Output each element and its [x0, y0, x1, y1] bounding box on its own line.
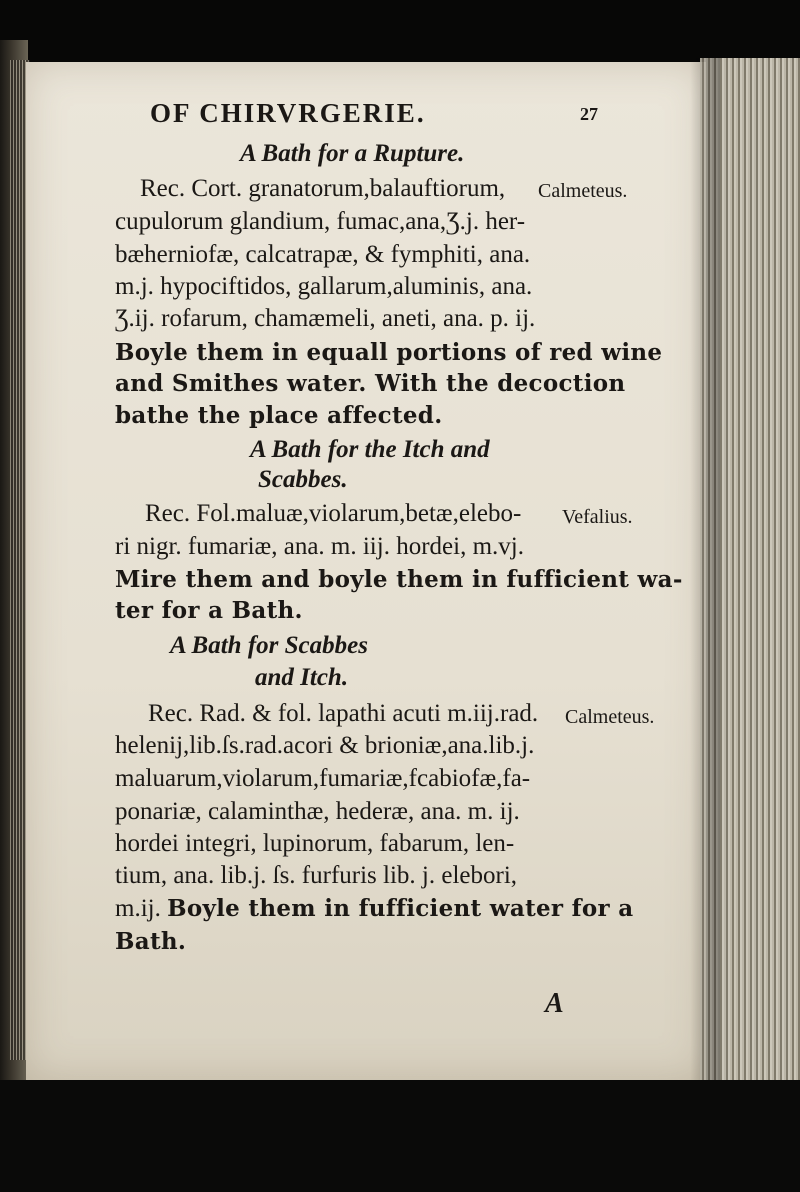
instruction-english: Boyle them in fufficient water for a	[167, 895, 634, 922]
instruction-line: Boyle them in equall portions of red wine	[115, 339, 663, 366]
recipe-line: Rec. Cort. granatorum,balauftiorum,	[140, 175, 506, 202]
section-title: A Bath for the Itch and	[250, 436, 490, 463]
recipe-line: cupulorum glandium, fumac,ana,Ʒ.j. her-	[115, 208, 526, 235]
margin-note: Vefalius.	[562, 506, 633, 528]
gutter-shadow	[690, 58, 720, 1080]
running-title: OF CHIRVRGERIE.	[150, 98, 426, 128]
instruction-line: ter for a Bath.	[115, 597, 303, 624]
catchword: A	[545, 988, 564, 1019]
recipe-line: Rec. Fol.maluæ,violarum,betæ,elebo-	[145, 500, 522, 527]
margin-note: Calmeteus.	[538, 180, 628, 202]
recipe-line: Rec. Rad. & fol. lapathi acuti m.iij.rad.	[148, 700, 539, 727]
bottom-background	[0, 1080, 800, 1192]
instruction-line: bathe the place affected.	[115, 402, 443, 429]
recipe-line: tium, ana. lib.j. ſs. furfuris lib. j. elebori,	[115, 862, 518, 889]
section-title: A Bath for Scabbes	[170, 632, 368, 659]
instruction-line: Mire them and boyle them in fufficient wa-	[115, 566, 683, 593]
margin-note: Calmeteus.	[565, 706, 655, 728]
recipe-latin: m.ij.	[115, 895, 161, 922]
recipe-line: maluarum,violarum,fumariæ,fcabiofæ,fa-	[115, 765, 531, 792]
recipe-line-mixed	[115, 895, 633, 923]
recipe-line: hordei integri, lupinorum, fabarum, len-	[115, 830, 515, 857]
recipe-line: Ʒ.ij. rofarum, chamæmeli, aneti, ana. p. ij.	[115, 305, 536, 332]
instruction-line: and Smithes water. With the decoction	[115, 370, 626, 397]
instruction-line: Bath.	[115, 928, 187, 955]
page-number: 27	[580, 104, 598, 124]
recipe-line: ponariæ, calaminthæ, hederæ, ana. m. ij.	[115, 798, 520, 825]
top-background	[0, 0, 800, 62]
section-title: and Itch.	[255, 664, 349, 691]
section-title: A Bath for a Rupture.	[240, 140, 465, 167]
recipe-line: ri nigr. fumariæ, ana. m. iij. hordei, m.vj.	[115, 533, 524, 560]
recipe-line: helenij,lib.ſs.rad.acori & brioniæ,ana.lib.j.	[115, 732, 535, 759]
section-title: Scabbes.	[258, 466, 348, 493]
recipe-line: bæherniofæ, calcatrapæ, & fymphiti, ana.	[115, 241, 531, 268]
recipe-line: m.j. hypociftidos, gallarum,aluminis, ana.	[115, 273, 533, 300]
